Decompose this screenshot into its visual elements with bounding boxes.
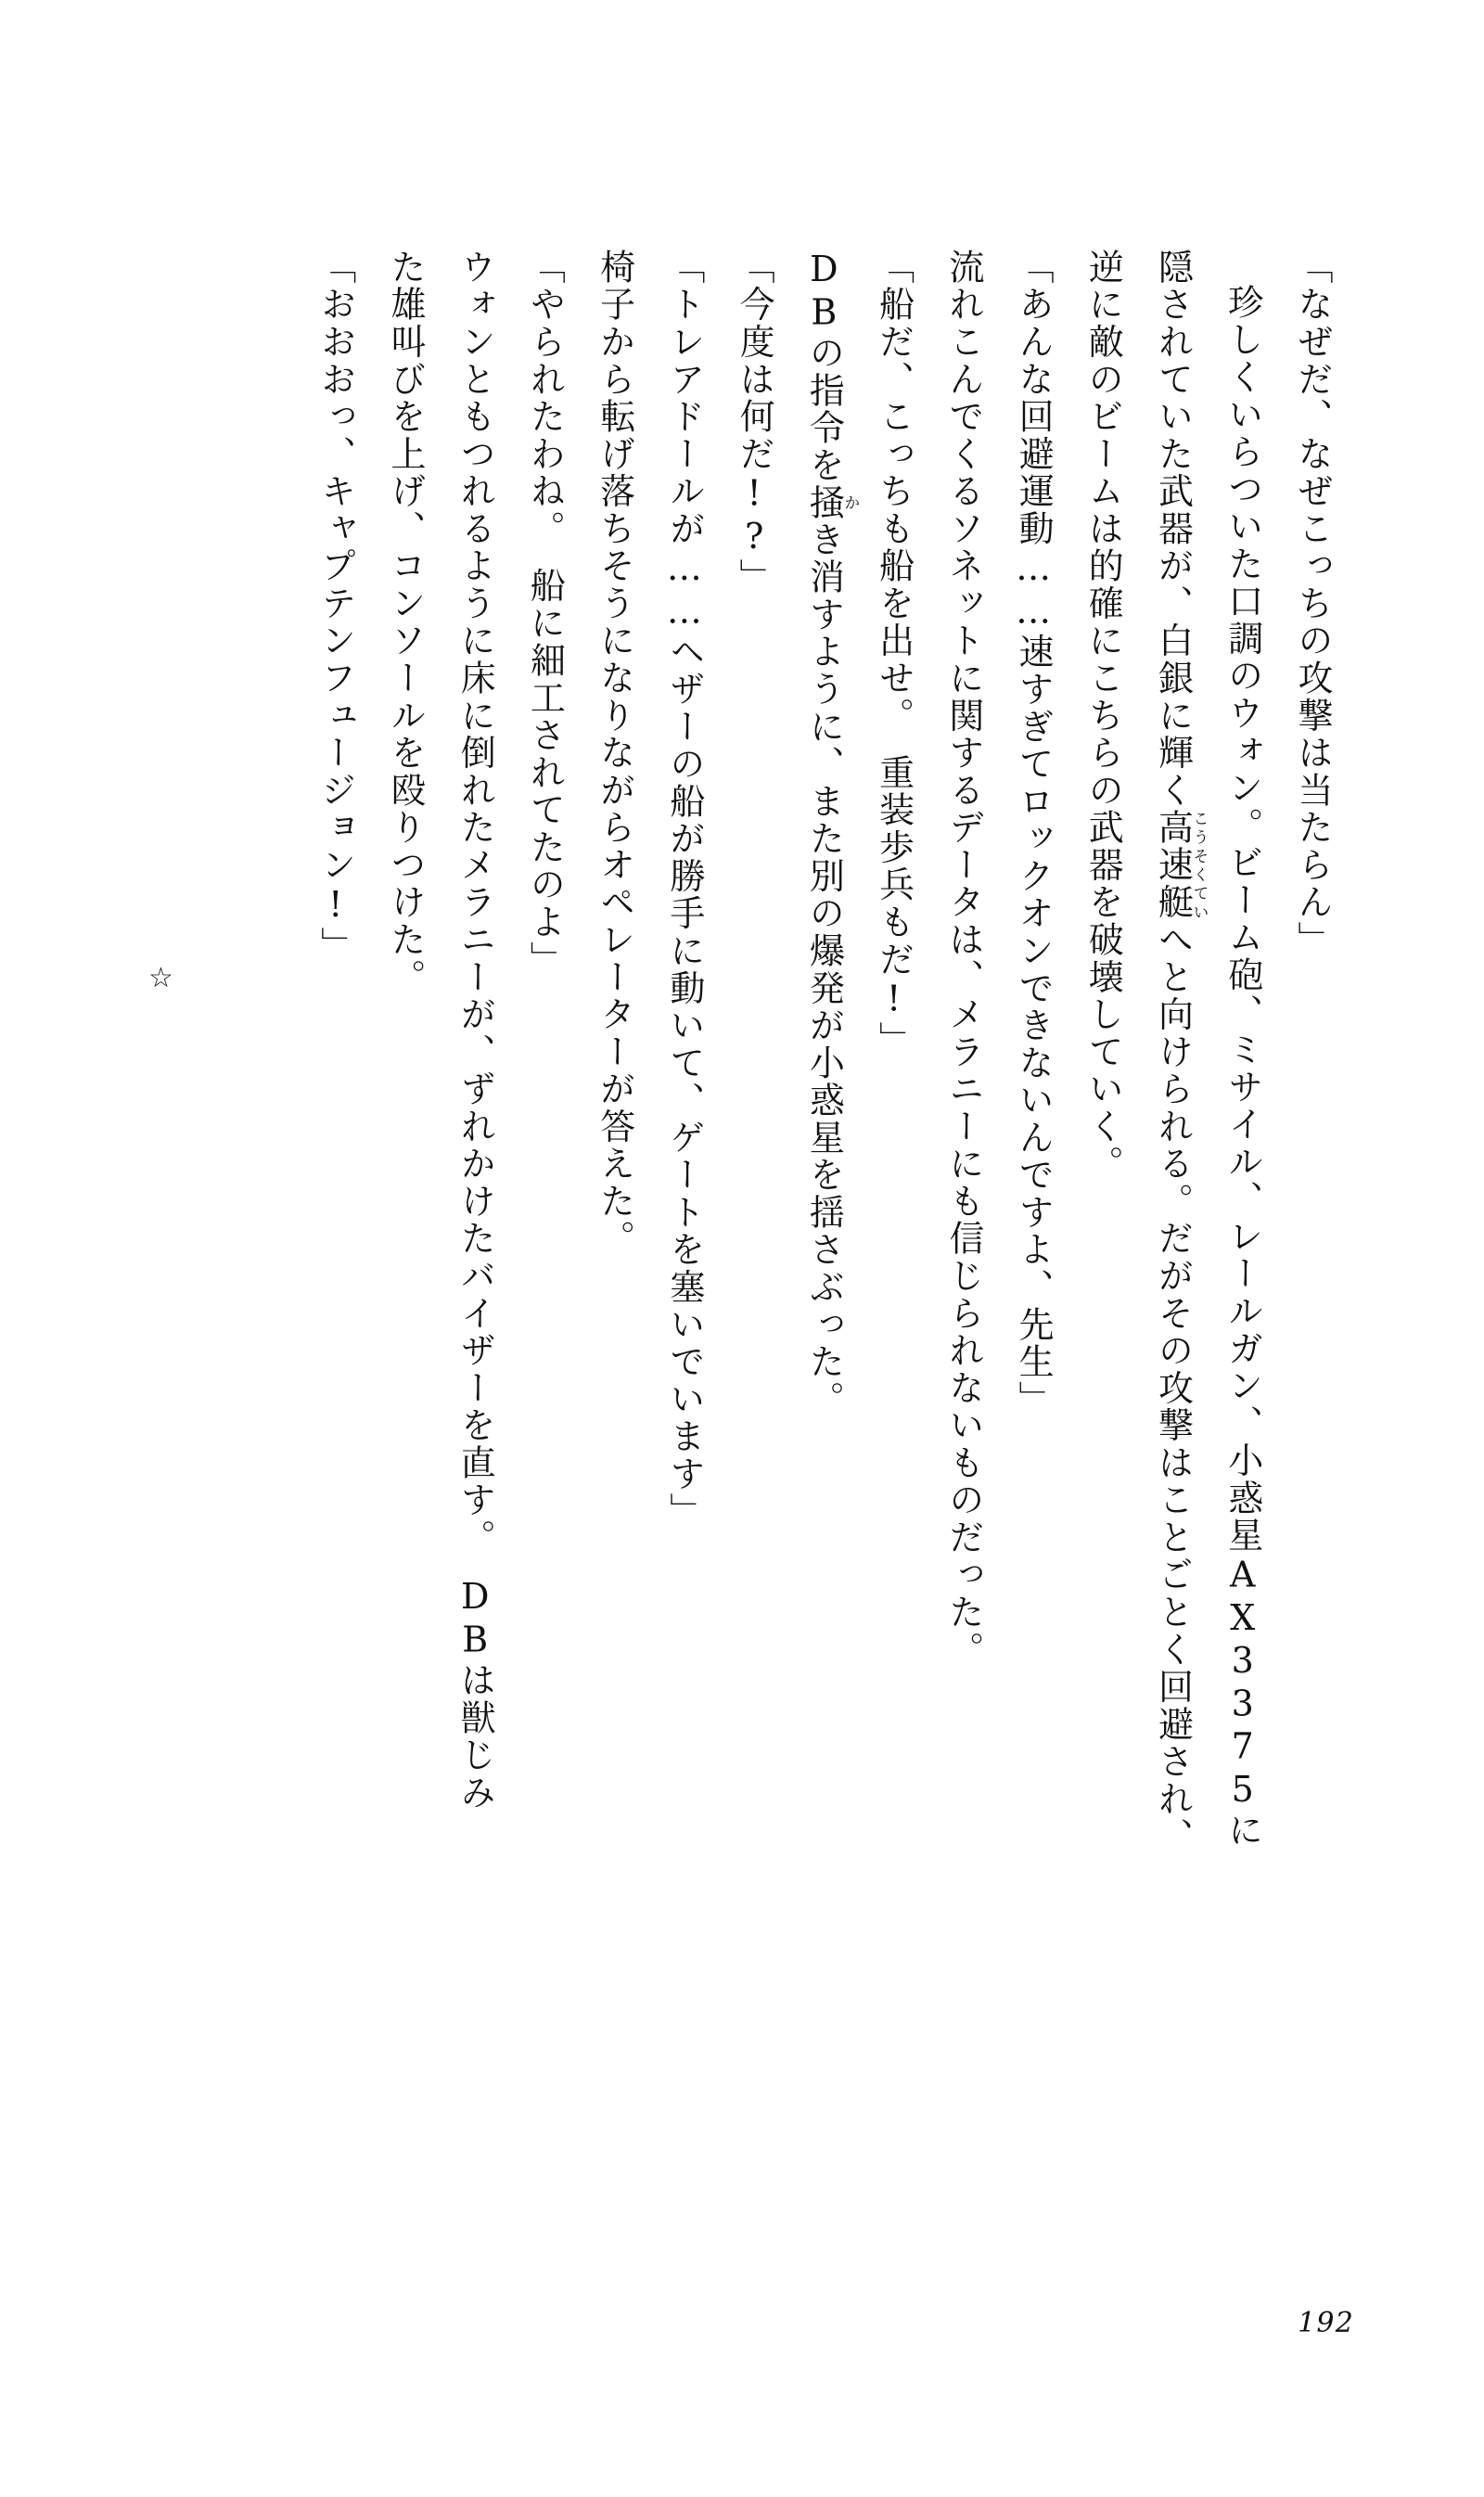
paragraph-with-ruby: 隠されていた武器が、白銀に輝く高速艇こうそくていへと向けられる。だがその攻撃はことごとく回避され、 [1152,249,1209,1856]
body-text-vertical [271,249,1347,2150]
paragraph: 「おおおっ、キャプテンフュージョン!」 [314,249,356,965]
paragraph: 「やられたわね。 船に細工されてたのよ」 [524,249,566,979]
paragraph: 「なぜだ、なぜこっちの攻撃は当たらん」 [1292,249,1333,959]
ruby-kousokutei: 高速艇こうそくてい [1152,809,1209,922]
page-number: 192 [1298,2307,1354,2339]
ruby-kaki: 掻か [803,483,860,521]
scene-break-star-icon: ☆ [148,962,173,994]
paragraph: 逆に敵のビームは的確にこちらの武器を破壊していく。 [1082,249,1124,1183]
paragraph-with-ruby: DBの指令を掻かき消すように、また別の爆発が小惑星を揺さぶった。 [803,249,860,1418]
paragraph: 「船だ、こっちも船を出せ。 重装歩兵もだ!」 [873,249,915,1059]
paragraph: 流れこんでくるソネットに関するデータは、メラニーにも信じられないものだった。 [942,249,984,1669]
paragraph: 「トレアドールが……ヘザーの船が勝手に動いて、ゲートを塞いでいます」 [663,249,705,1530]
paragraph: 椅子から転げ落ちそうになりながらオペレーターが答えた。 [594,249,635,1258]
paragraph: 珍しくいらついた口調のウォン。ビーム砲、ミサイル、レールガン、小惑星AX3375に [1222,284,1263,1850]
paragraph: た雄叫びを上げ、コンソールを殴りつけた。 [384,249,426,996]
paragraph: 「今度は何だ!?」 [734,249,775,596]
paragraph: 「あんな回避運動……速すぎてロックオンできないんですよ、先生」 [1013,249,1055,1418]
paragraph: ウォンともつれるように床に倒れたメラニーが、ずれかけたバイザーを直す。 DBは獣じみ [454,249,496,1812]
